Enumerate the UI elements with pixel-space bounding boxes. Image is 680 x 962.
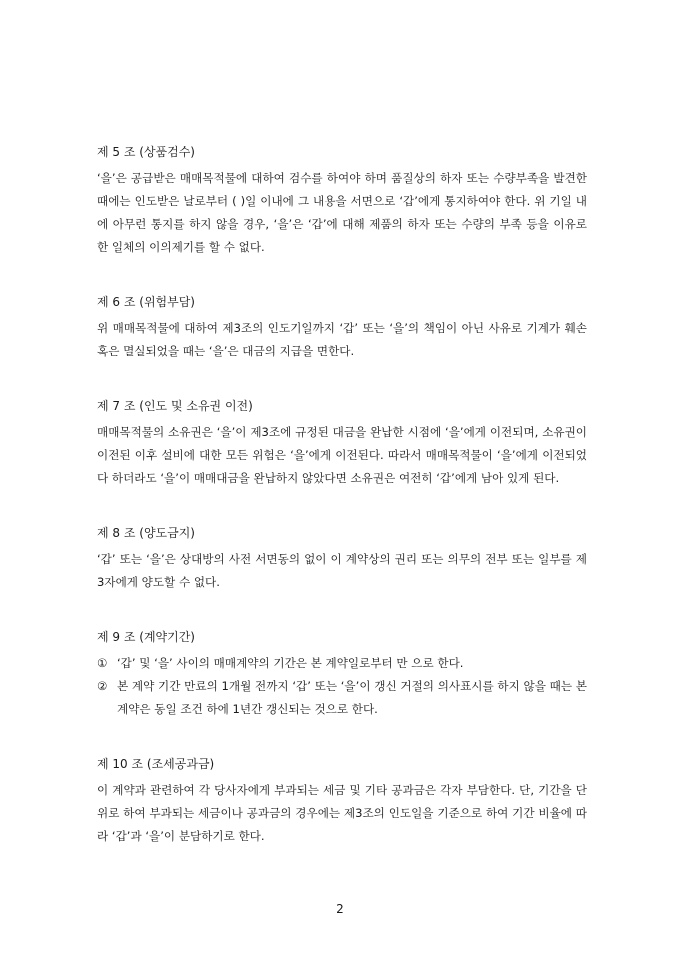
list-item [97,675,587,721]
article-heading: 제 5 조 (상품검수) [97,145,195,159]
article-paragraph: ‘을’은 공급받은 매매목적물에 대하여 검수를 하여야 하며 품질상의 하자 또는 수량부족을 발견한 때에는 인도받은 날로부터 ( )일 이내에 그 내용을 서면으로 ‘갑’에게 통지하여야 한다. 위 기일 내에 아무런 통지를 하지 않을 경우, ‘을’은 ‘갑’에 대해 제품의 하자 또는 수량의 부족 등을 이유로 한 일체의 이의제기를 할 수 없다. [97,171,587,254]
article-paragraph: ‘갑’ 또는 ‘을’은 상대방의 사전 서면동의 없이 이 계약상의 권리 또는 의무의 전부 또는 일부를 제3자에게 양도할 수 없다. [97,552,587,589]
article-heading: 제 10 조 (조세공과금) [97,757,215,771]
article-5 [97,143,587,259]
article-7 [97,397,587,490]
article-heading: 제 9 조 (계약기간) [97,630,195,644]
list-item [97,652,587,675]
article-heading: 제 7 조 (인도 및 소유권 이전) [97,399,253,413]
article-paragraph: 위 매매목적물에 대하여 제3조의 인도기일까지 ‘갑’ 또는 ‘을’의 책임이 아닌 사유로 기계가 훼손 혹은 멸실되었을 때는 ‘을’은 대금의 지급을 면한다. [97,321,587,358]
contract-page-body [97,143,587,848]
article-9 [97,628,587,721]
article-paragraph: 매매목적물의 소유권은 ‘을’이 제3조에 규정된 대금을 완납한 시점에 ‘을’에게 이전되며, 소유권이 이전된 이후 설비에 대한 모든 위험은 ‘을’에게 이전된다. 따라서 매매목적물이 ‘을’에게 이전되었다 하더라도 ‘을’이 매매대금을 완납하지 않았다면 소유권은 여전히 ‘갑’에게 남아 있게 된다. [97,425,587,485]
article-10 [97,755,587,848]
article-heading: 제 8 조 (양도금지) [97,526,195,540]
page-number: 2 [336,902,344,916]
item-text: 본 계약 기간 만료의 1개월 전까지 ‘갑’ 또는 ‘을’이 갱신 거절의 의사표시를 하지 않을 때는 본 계약은 동일 조건 하에 1년간 갱신되는 것으로 한다. [117,679,587,716]
article-paragraph: 이 계약과 관련하여 각 당사자에게 부과되는 세금 및 기타 공과금은 각자 부담한다. 단, 기간을 단위로 하여 부과되는 세금이나 공과금의 경우에는 제3조의 인도일을 기준으로 하여 기간 비율에 따라 ‘갑’과 ‘을’이 분담하기로 한다. [97,783,587,843]
item-number: ① [97,656,108,670]
article-heading: 제 6 조 (위험부담) [97,295,195,309]
article-8 [97,524,587,594]
item-text: ‘갑’ 및 ‘을’ 사이의 매매계약의 기간은 본 계약일로부터 만 으로 한다. [117,656,464,670]
article-6 [97,293,587,363]
item-number: ② [97,679,108,693]
